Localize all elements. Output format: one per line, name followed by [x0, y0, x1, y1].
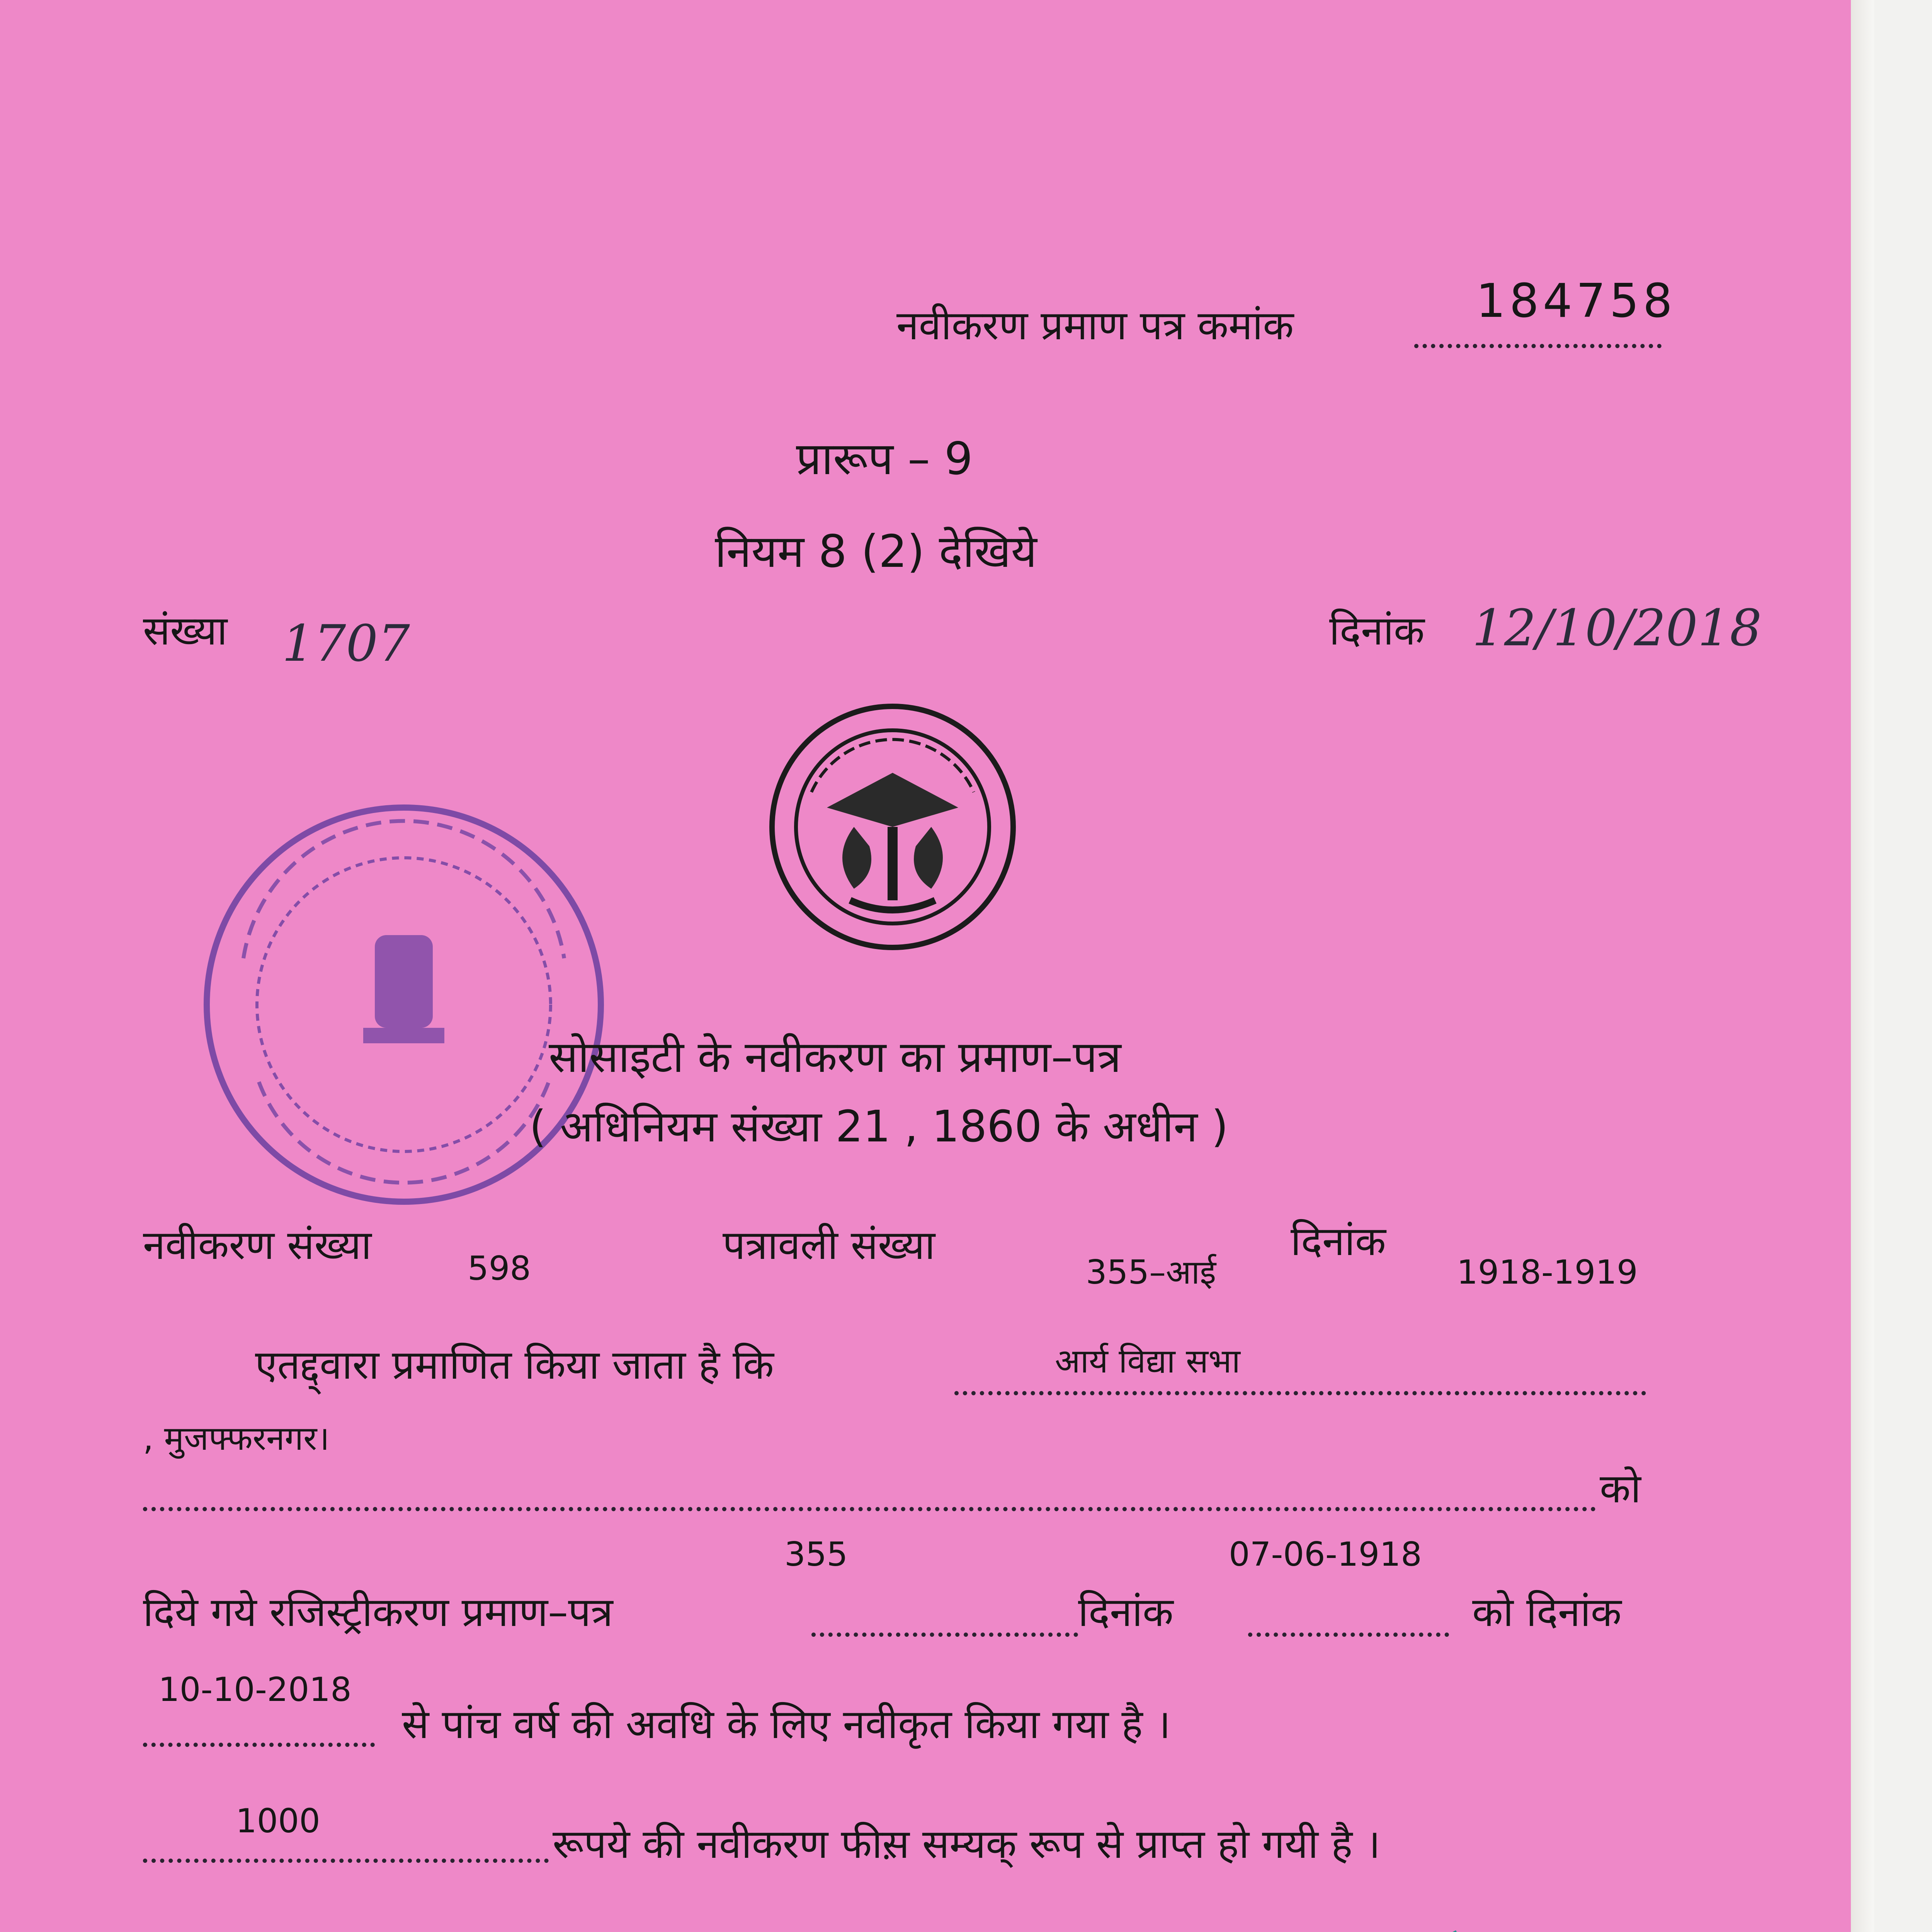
registration-number-dotted-line: [811, 1633, 1078, 1637]
certificate-number-value: 184758: [1476, 274, 1677, 328]
reference-number-label: संख्या: [143, 607, 228, 654]
society-name-dotted-line: [954, 1391, 1646, 1395]
registration-number-value: 355: [784, 1535, 848, 1574]
renewal-fee-dotted-line: [143, 1859, 549, 1863]
file-number-value: 355–आई: [1086, 1253, 1216, 1292]
registration-certificate-label: दिये गये रजिस्ट्रीकरण प्रमाण–पत्र: [143, 1588, 613, 1636]
registrar-signature: [1225, 1917, 1495, 1932]
from-date-label: को दिनांक: [1472, 1588, 1622, 1636]
certify-text: एतद्द्वारा प्रमाणित किया जाता है कि: [255, 1341, 774, 1388]
society-place: , मुजफ्फरनगर।: [143, 1419, 330, 1458]
form-title: प्रारूप – 9: [796, 433, 973, 485]
up-government-seal: [761, 699, 1024, 954]
registration-date-dotted-line: [1248, 1633, 1449, 1637]
renewal-date-value: 1918-1919: [1457, 1253, 1638, 1292]
renewal-date-label: दिनांक: [1291, 1218, 1386, 1265]
certificate-number-label: नवीकरण प्रमाण पत्र कमांक: [896, 302, 1294, 349]
renewal-number-label: नवीकरण संख्या: [143, 1221, 372, 1269]
certificate-number-dotted-line: [1414, 344, 1662, 348]
society-dotted-line: [143, 1507, 1596, 1511]
certificate-title: सोसाइटी के नवीकरण का प्रमाण–पत्र: [549, 1032, 1121, 1082]
society-name: आर्य विद्या सभा: [1055, 1342, 1240, 1381]
renewal-fee-text: रूपये की नवीकरण फीस़ सम्यक् रूप से प्राप्त हो गयी है ।: [553, 1820, 1381, 1867]
reference-date-value: 12/10/2018: [1472, 599, 1762, 657]
rule-reference: नियम 8 (2) देखिये: [715, 526, 1037, 578]
scanner-background: [1851, 0, 1874, 1932]
file-number-label: पत्रावली संख्या: [723, 1221, 935, 1269]
ko-text: को: [1600, 1465, 1641, 1512]
from-date-value: 10-10-2018: [158, 1670, 352, 1709]
certificate-subtitle: ( अधिनियम संख्या 21 , 1860 के अधीन ): [529, 1102, 1228, 1152]
registration-date-label: दिनांक: [1078, 1588, 1173, 1636]
reference-date-label: दिनांक: [1329, 607, 1425, 654]
reference-number-value: 1707: [282, 614, 410, 673]
from-date-dotted-line: [143, 1743, 375, 1747]
registration-date-value: 07-06-1918: [1229, 1535, 1422, 1574]
renewal-period-text: से पांच वर्ष की अवधि के लिए नवीकृत किया गया है ।: [402, 1701, 1171, 1748]
renewal-number-value: 598: [468, 1249, 531, 1288]
renewal-fee-value: 1000: [236, 1802, 320, 1840]
